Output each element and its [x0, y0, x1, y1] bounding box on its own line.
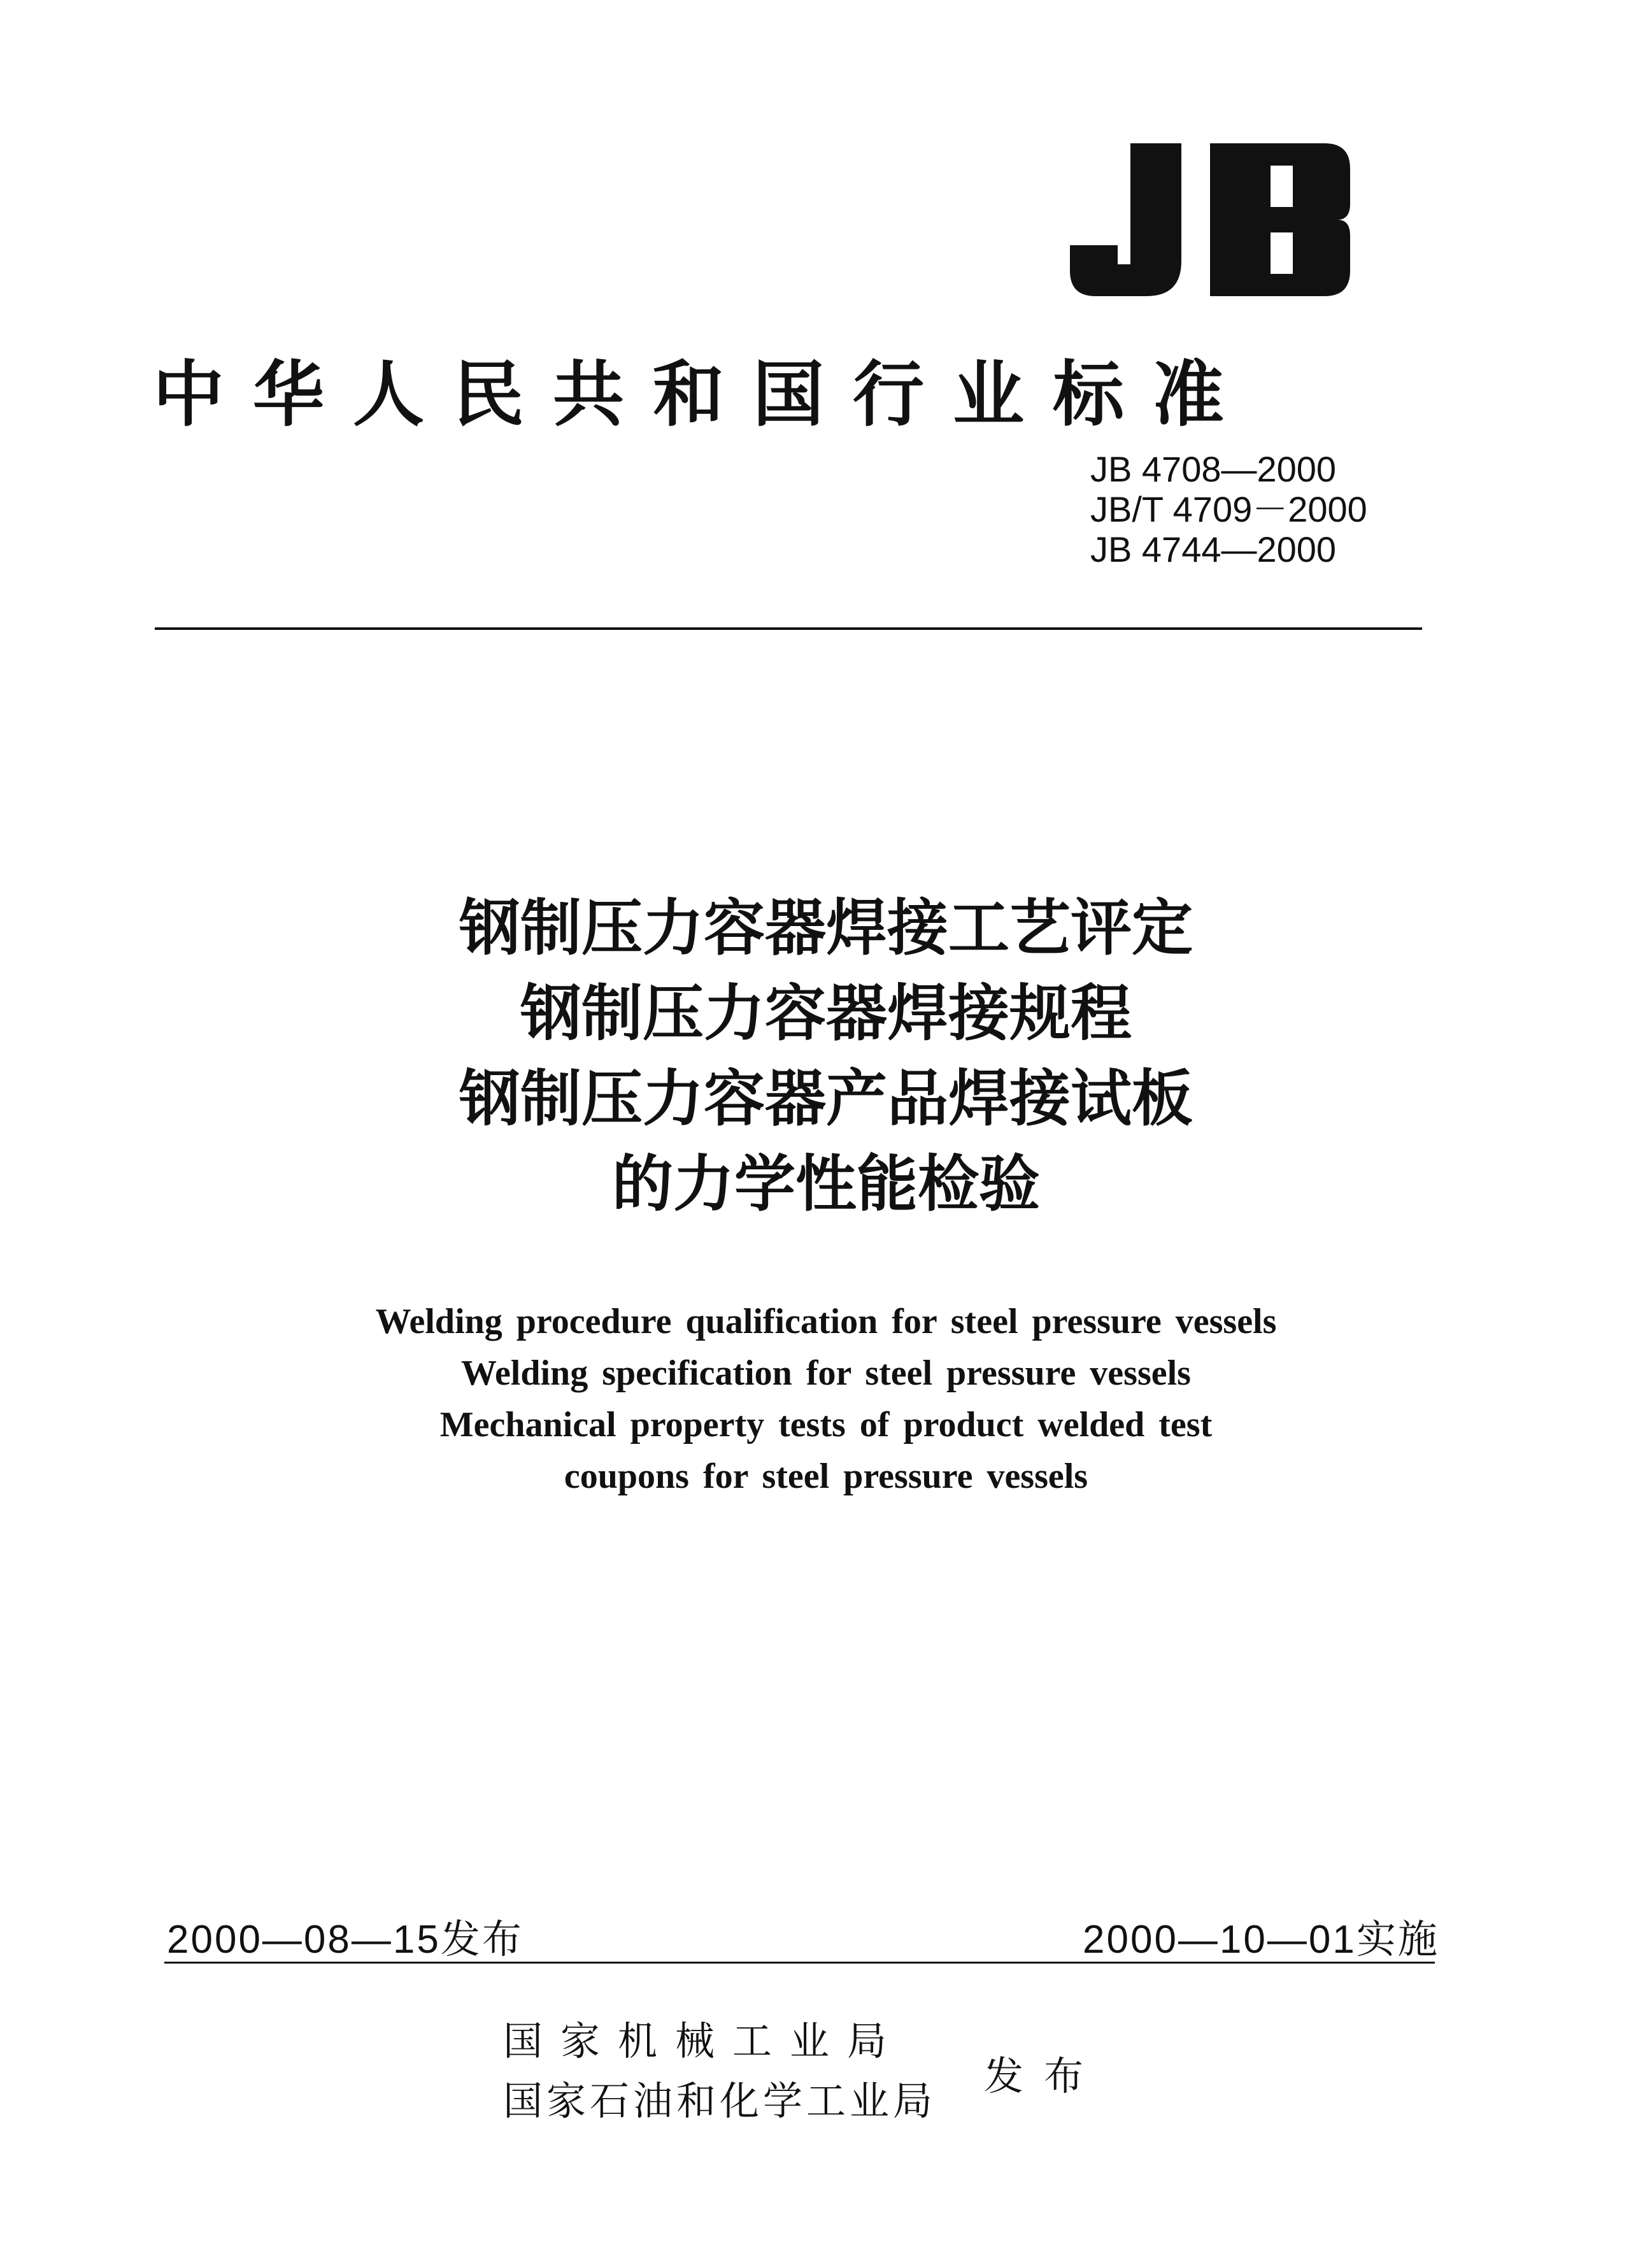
- standard-number: JB 4708—2000: [1090, 449, 1337, 489]
- issuing-authorities: [503, 2011, 936, 2131]
- logo-letter-j: [1070, 143, 1181, 296]
- chinese-title-line: 钢制压力容器产品焊接试板: [459, 1063, 1193, 1134]
- standard-category-title: 中华人民共和国行业标准: [153, 353, 1253, 436]
- chinese-title: [0, 885, 1652, 1227]
- english-title-line: Mechanical property tests of product welded test: [439, 1405, 1213, 1444]
- issue-date: 2000—08—15发布: [167, 1918, 523, 1962]
- implementation-date: 2000—10—01实施: [1083, 1918, 1439, 1962]
- header-divider: [155, 627, 1422, 630]
- standard-number: JB/T 4709－2000: [1090, 489, 1367, 529]
- publish-label: 发布: [984, 2053, 1104, 2099]
- chinese-title-line: 钢制压力容器焊接工艺评定: [459, 892, 1193, 964]
- logo-letter-b: [1210, 143, 1350, 296]
- english-title-line: coupons for steel pressure vessels: [564, 1457, 1088, 1496]
- english-title: [0, 1296, 1652, 1502]
- english-title-line: Welding specification for steel pressure vessels: [461, 1353, 1191, 1393]
- english-title-line: Welding procedure qualification for steel pressure vessels: [375, 1302, 1277, 1341]
- standard-numbers: [1090, 449, 1472, 569]
- issuer: 国家石油和化学工业局: [503, 2078, 937, 2124]
- issuer: 国家机械工业局: [503, 2018, 905, 2064]
- footer-divider: [164, 1962, 1435, 1964]
- chinese-title-line: 的力学性能检验: [612, 1148, 1040, 1220]
- chinese-title-line: 钢制压力容器焊接规程: [520, 978, 1132, 1049]
- jb-logo: [1070, 143, 1350, 296]
- standard-number: JB 4744—2000: [1090, 529, 1337, 569]
